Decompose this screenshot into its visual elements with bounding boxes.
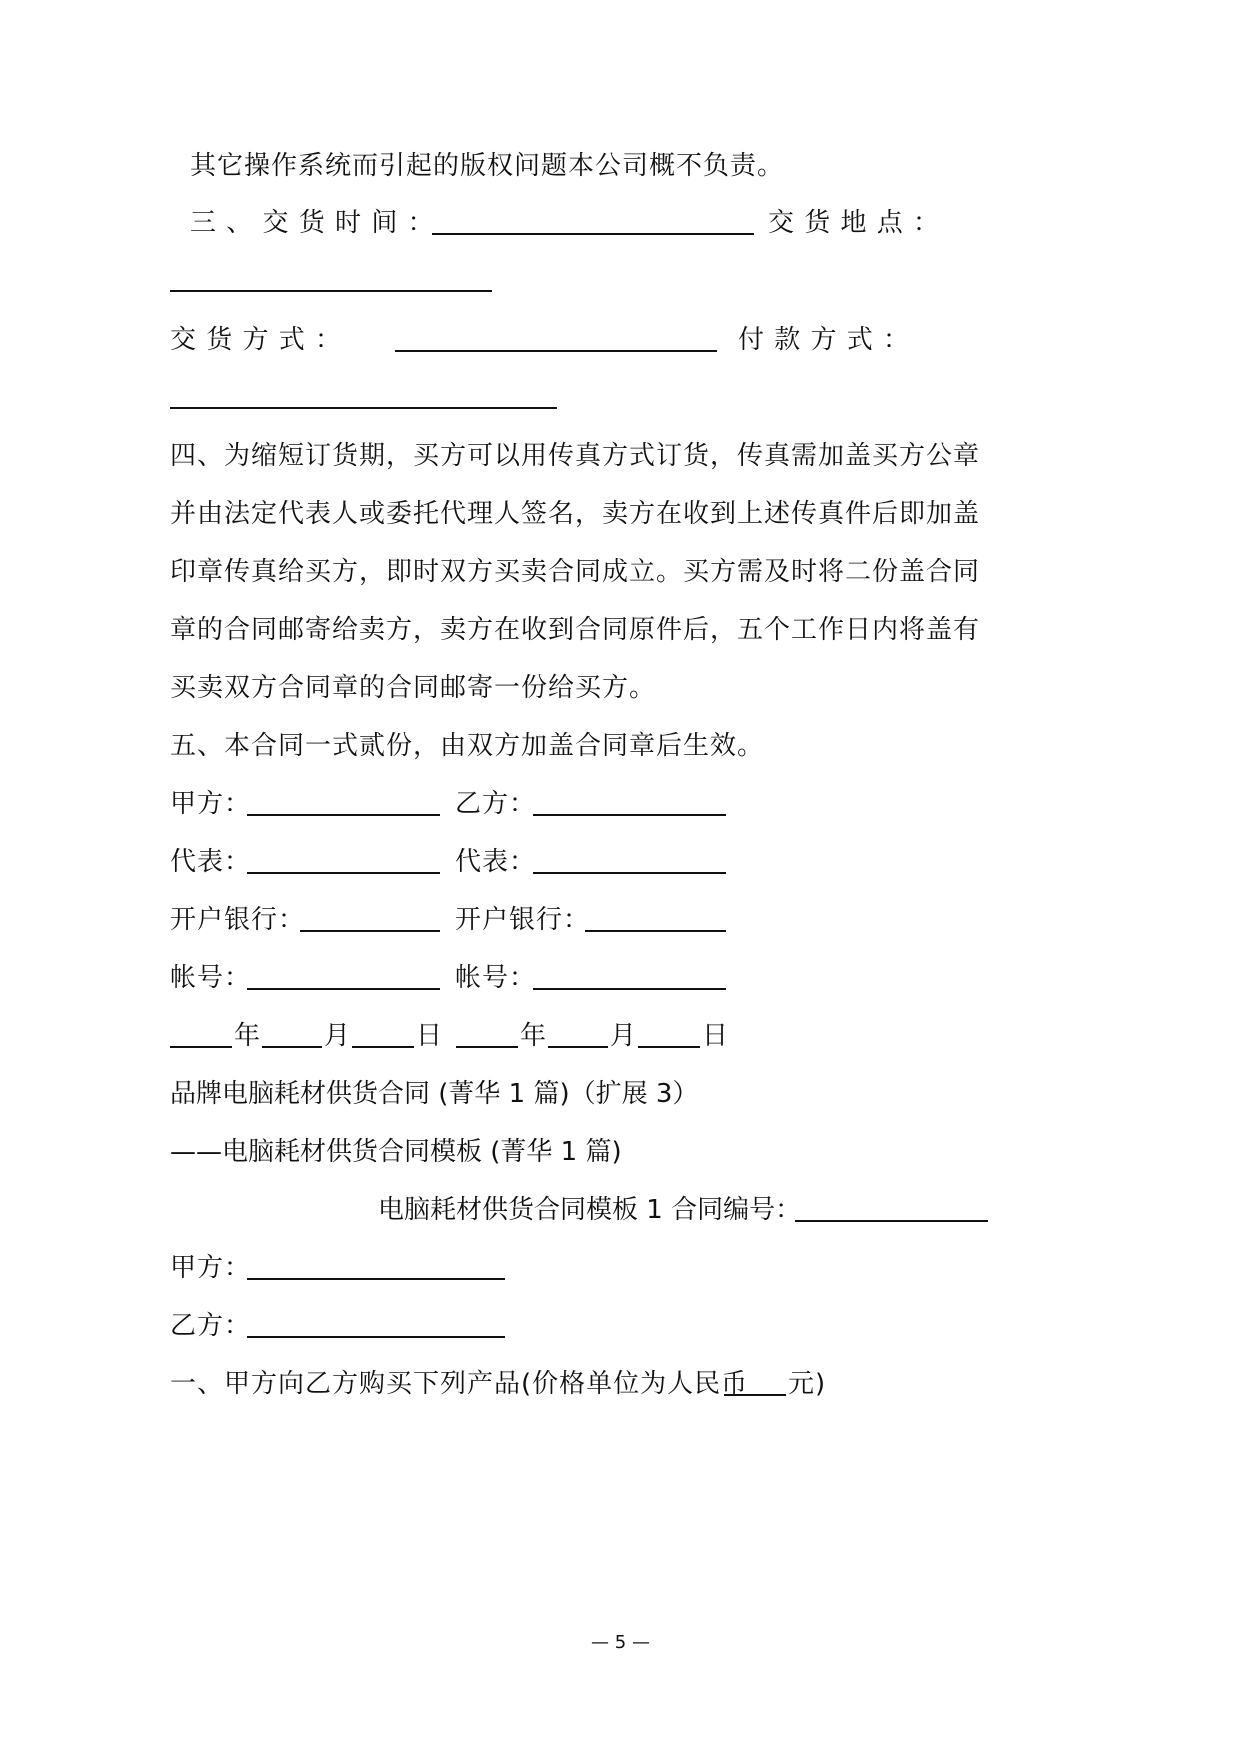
delivery-place-label: 交 货 地 点 ：: [768, 208, 941, 238]
text-line: 买卖双方合同章的合同邮寄一份给买方。: [170, 673, 657, 703]
payment-method-blank: [170, 407, 557, 409]
section-title: 品牌电脑耗材供货合同 (菁华 1 篇)（扩展 3）: [170, 1079, 699, 1109]
year-b-label: 年: [520, 1021, 548, 1051]
party-a-blank-2: [247, 1278, 505, 1280]
day-a-blank: [352, 1046, 414, 1048]
text-line: 章的合同邮寄给卖方，卖方在收到合同原件后，五个工作日内将盖有: [170, 615, 981, 645]
bank-a-label: 开户银行：: [170, 905, 306, 935]
rep-b-label: 代表：: [455, 847, 537, 877]
text-line: 并由法定代表人或委托代理人签名，卖方在收到上述传真件后即加盖: [170, 499, 981, 529]
party-b-label-2: 乙方：: [170, 1311, 252, 1341]
rep-a-label: 代表：: [170, 847, 252, 877]
month-b-label: 月: [610, 1021, 638, 1051]
party-b-label: 乙方：: [455, 789, 537, 819]
party-a-label-2: 甲方：: [170, 1253, 252, 1283]
day-b-label: 日: [702, 1021, 730, 1051]
account-b-blank: [533, 988, 726, 990]
delivery-time-blank: [432, 233, 754, 235]
delivery-time-label: 三 、 交 货 时 间 ：: [190, 208, 435, 238]
party-a-blank: [247, 814, 440, 816]
account-b-label: 帐号：: [455, 963, 537, 993]
party-a-label: 甲方：: [170, 789, 252, 819]
page-number: — 5 —: [591, 1632, 650, 1653]
month-b-blank: [548, 1046, 608, 1048]
item-1-text: 一、甲方向乙方购买下列产品(价格单位为人民币: [170, 1369, 749, 1399]
year-b-blank: [456, 1046, 518, 1048]
bank-a-blank: [300, 930, 440, 932]
section-subtitle: ——电脑耗材供货合同模板 (菁华 1 篇): [170, 1137, 622, 1167]
rep-b-blank: [533, 872, 726, 874]
contract-number-blank: [795, 1220, 988, 1222]
account-a-blank: [247, 988, 440, 990]
month-a-label: 月: [324, 1021, 352, 1051]
delivery-method-blank: [395, 350, 717, 352]
year-a-blank: [170, 1046, 232, 1048]
currency-blank: [724, 1394, 786, 1396]
text-line: 五、本合同一式贰份，由双方加盖合同章后生效。: [170, 731, 765, 761]
party-b-blank: [533, 814, 726, 816]
text-line: 印章传真给买方，即时双方买卖合同成立。买方需及时将二份盖合同: [170, 557, 981, 587]
rep-a-blank: [247, 872, 440, 874]
contract-number-label: 电脑耗材供货合同模板 1 合同编号：: [378, 1195, 802, 1225]
account-a-label: 帐号：: [170, 963, 252, 993]
day-b-blank: [638, 1046, 700, 1048]
payment-method-label: 付 款 方 式 ：: [738, 325, 911, 355]
bank-b-blank: [585, 930, 726, 932]
text-line: 四、为缩短订货期，买方可以用传真方式订货，传真需加盖买方公章: [170, 441, 981, 471]
bank-b-label: 开户银行：: [455, 905, 591, 935]
year-a-label: 年: [234, 1021, 262, 1051]
delivery-method-label: 交 货 方 式 ：: [170, 325, 343, 355]
text-line: 其它操作系统而引起的版权问题本公司概不负责。: [190, 151, 785, 181]
item-1-end: 元): [788, 1369, 827, 1399]
month-a-blank: [262, 1046, 322, 1048]
delivery-place-blank: [170, 290, 492, 292]
party-b-blank-2: [247, 1336, 505, 1338]
day-a-label: 日: [416, 1021, 444, 1051]
